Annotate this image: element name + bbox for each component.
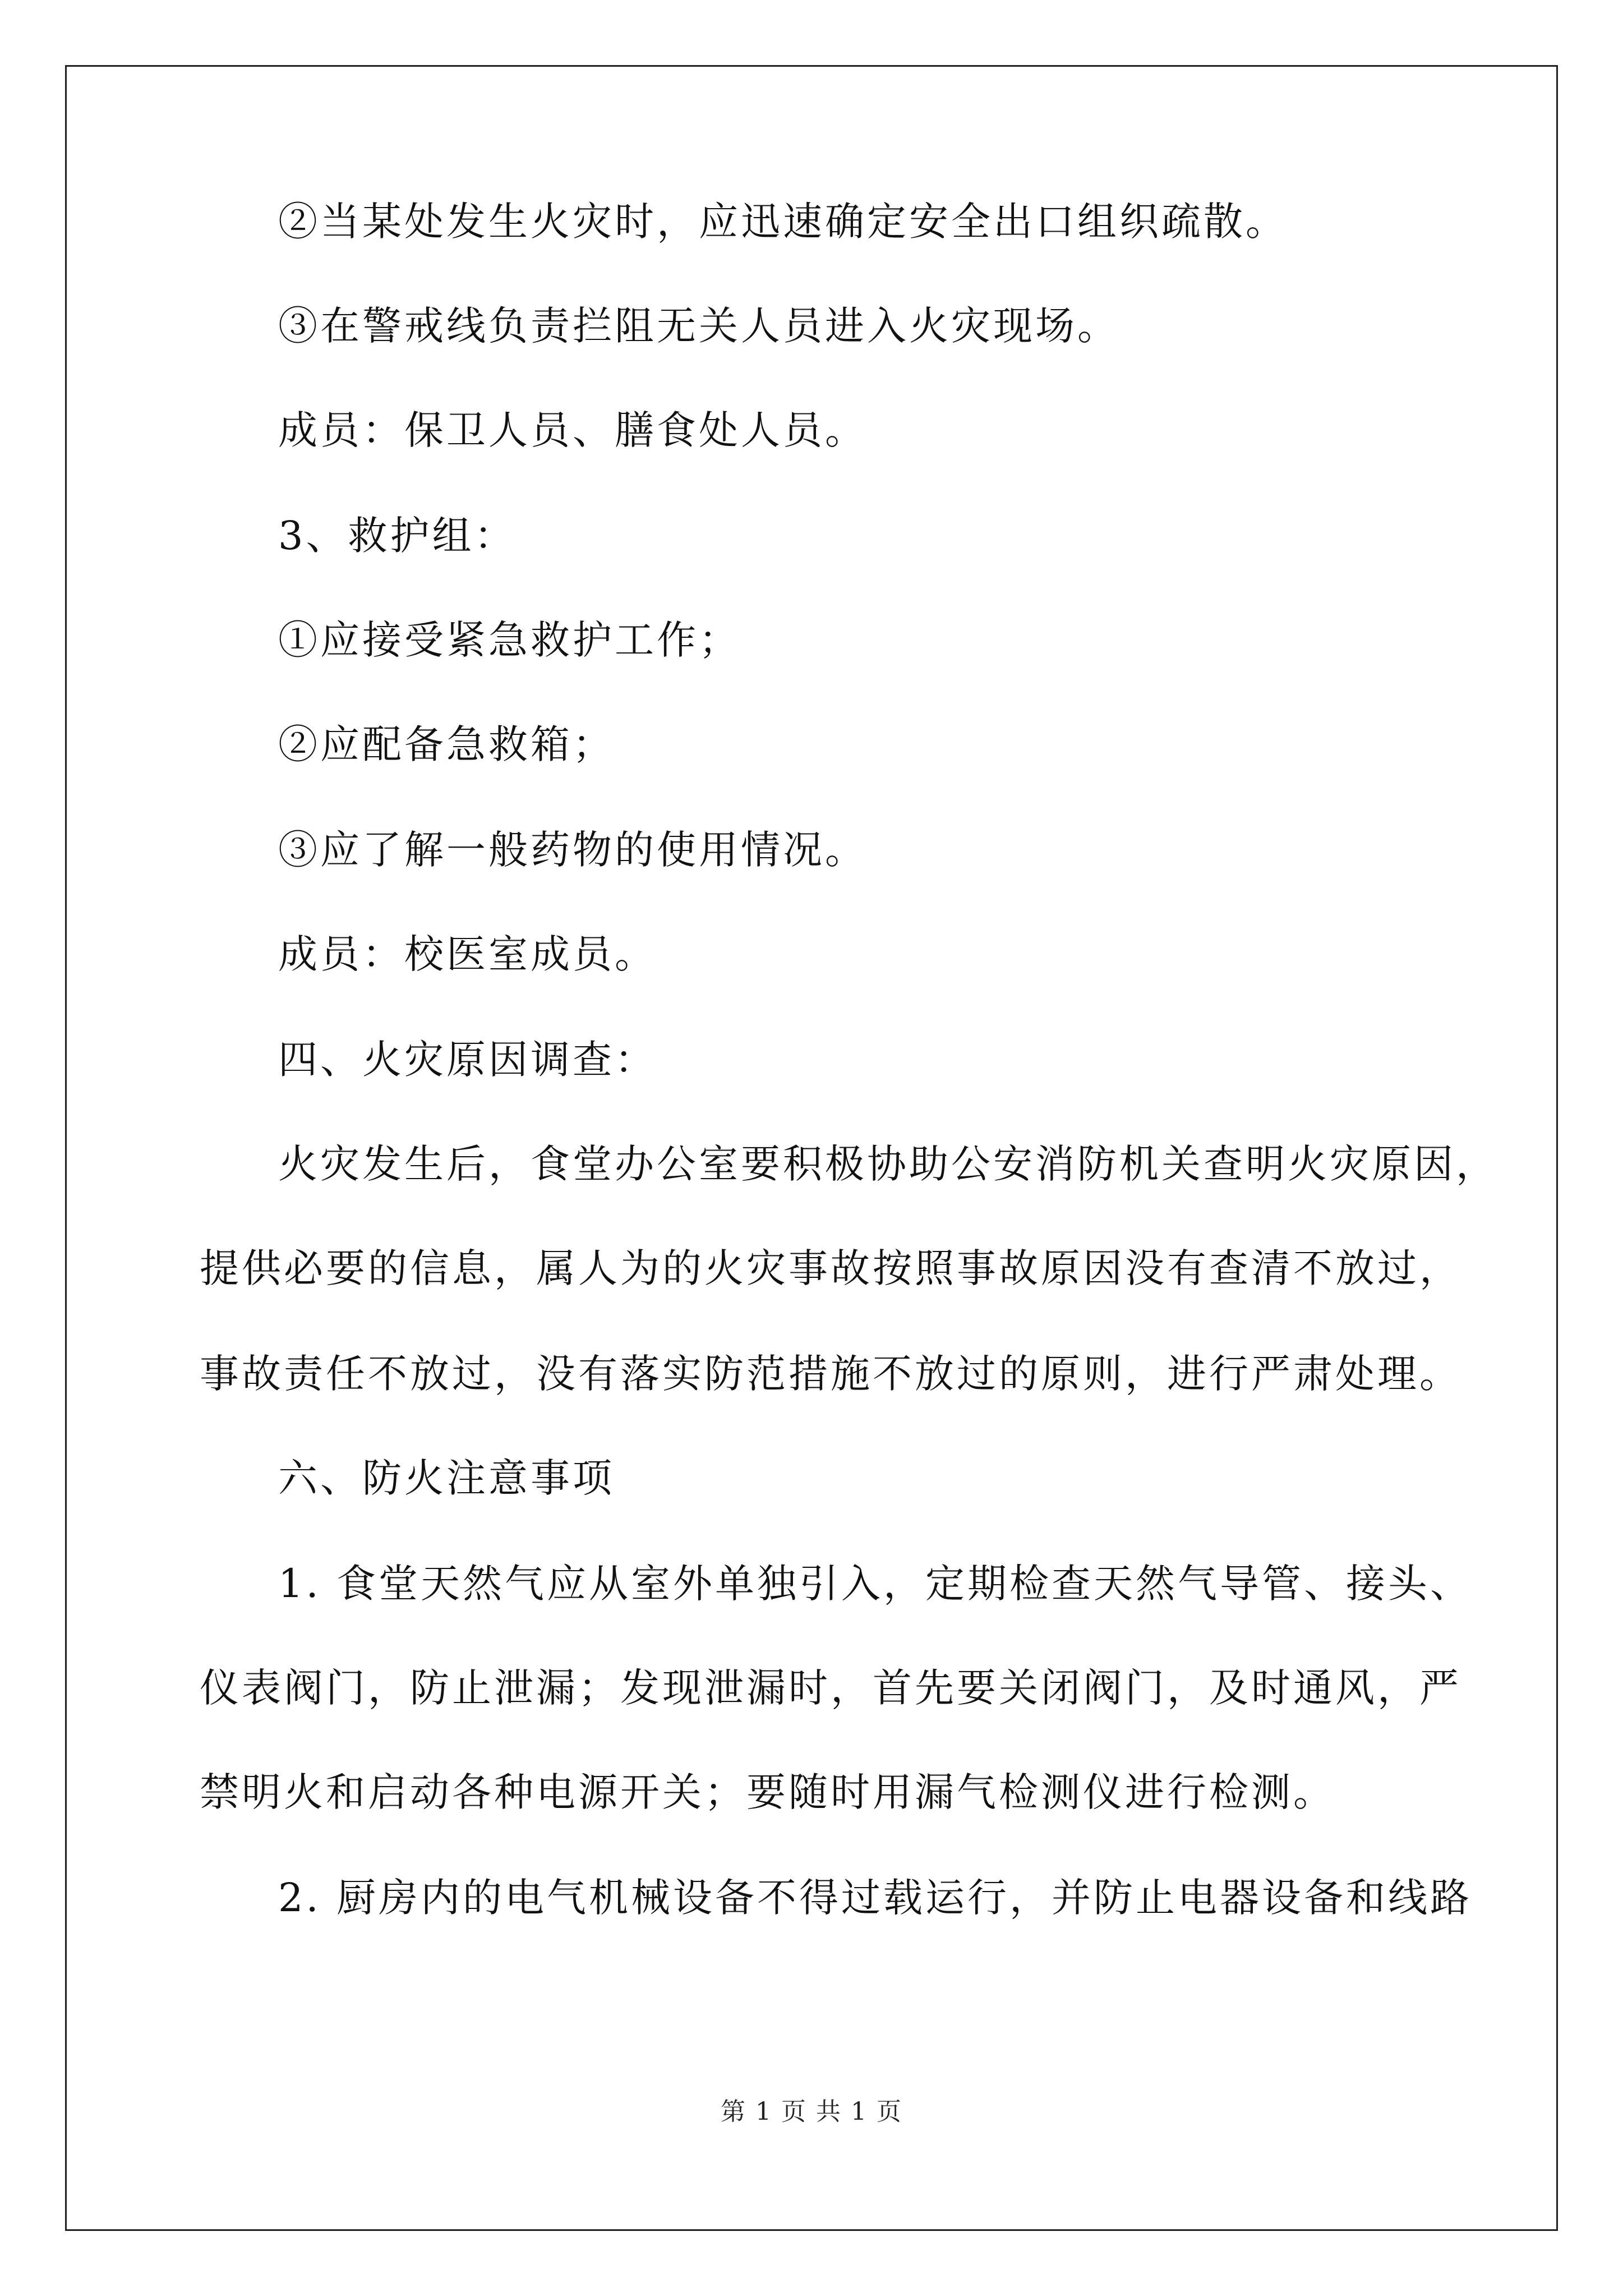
section-heading: 3、救护组： [278, 513, 517, 559]
paragraph-line: 2. 厨房内的电气机械设备不得过载运行，并防止电器设备和线路 [278, 1875, 1473, 1921]
paragraph-line: 禁明火和启动各种电源开关；要随时用漏气检测仪进行检测。 [200, 1769, 1335, 1815]
paragraph-line: 成员：保卫人员、膳食处人员。 [278, 407, 867, 453]
paragraph-line: 1. 食堂天然气应从室外单独引入，定期检查天然气导管、接头、 [278, 1561, 1473, 1607]
paragraph-line: ③在警戒线负责拦阻无关人员进入火灾现场。 [278, 303, 1119, 349]
paragraph-line: 成员：校医室成员。 [278, 931, 657, 977]
page-number: 第 1 页 共 1 页 [721, 2097, 902, 2126]
paragraph-line: ②当某处发生火灾时，应迅速确定安全出口组织疏散。 [278, 199, 1288, 245]
paragraph-line: ②应配备急救箱； [278, 721, 615, 767]
paragraph-line: 提供必要的信息，属人为的火灾事故按照事故原因没有查清不放过， [200, 1245, 1461, 1291]
section-heading: 四、火灾原因调查： [278, 1037, 657, 1083]
paragraph-line: 火灾发生后，食堂办公室要积极协助公安消防机关查明火灾原因， [278, 1141, 1498, 1187]
section-heading: 六、防火注意事项 [278, 1455, 615, 1501]
paragraph-line: 仪表阀门，防止泄漏；发现泄漏时，首先要关闭阀门，及时通风，严 [200, 1665, 1461, 1711]
paragraph-line: 事故责任不放过，没有落实防范措施不放过的原则，进行严肃处理。 [200, 1351, 1461, 1397]
paragraph-line: ①应接受紧急救护工作； [278, 617, 741, 663]
paragraph-line: ③应了解一般药物的使用情况。 [278, 827, 867, 873]
